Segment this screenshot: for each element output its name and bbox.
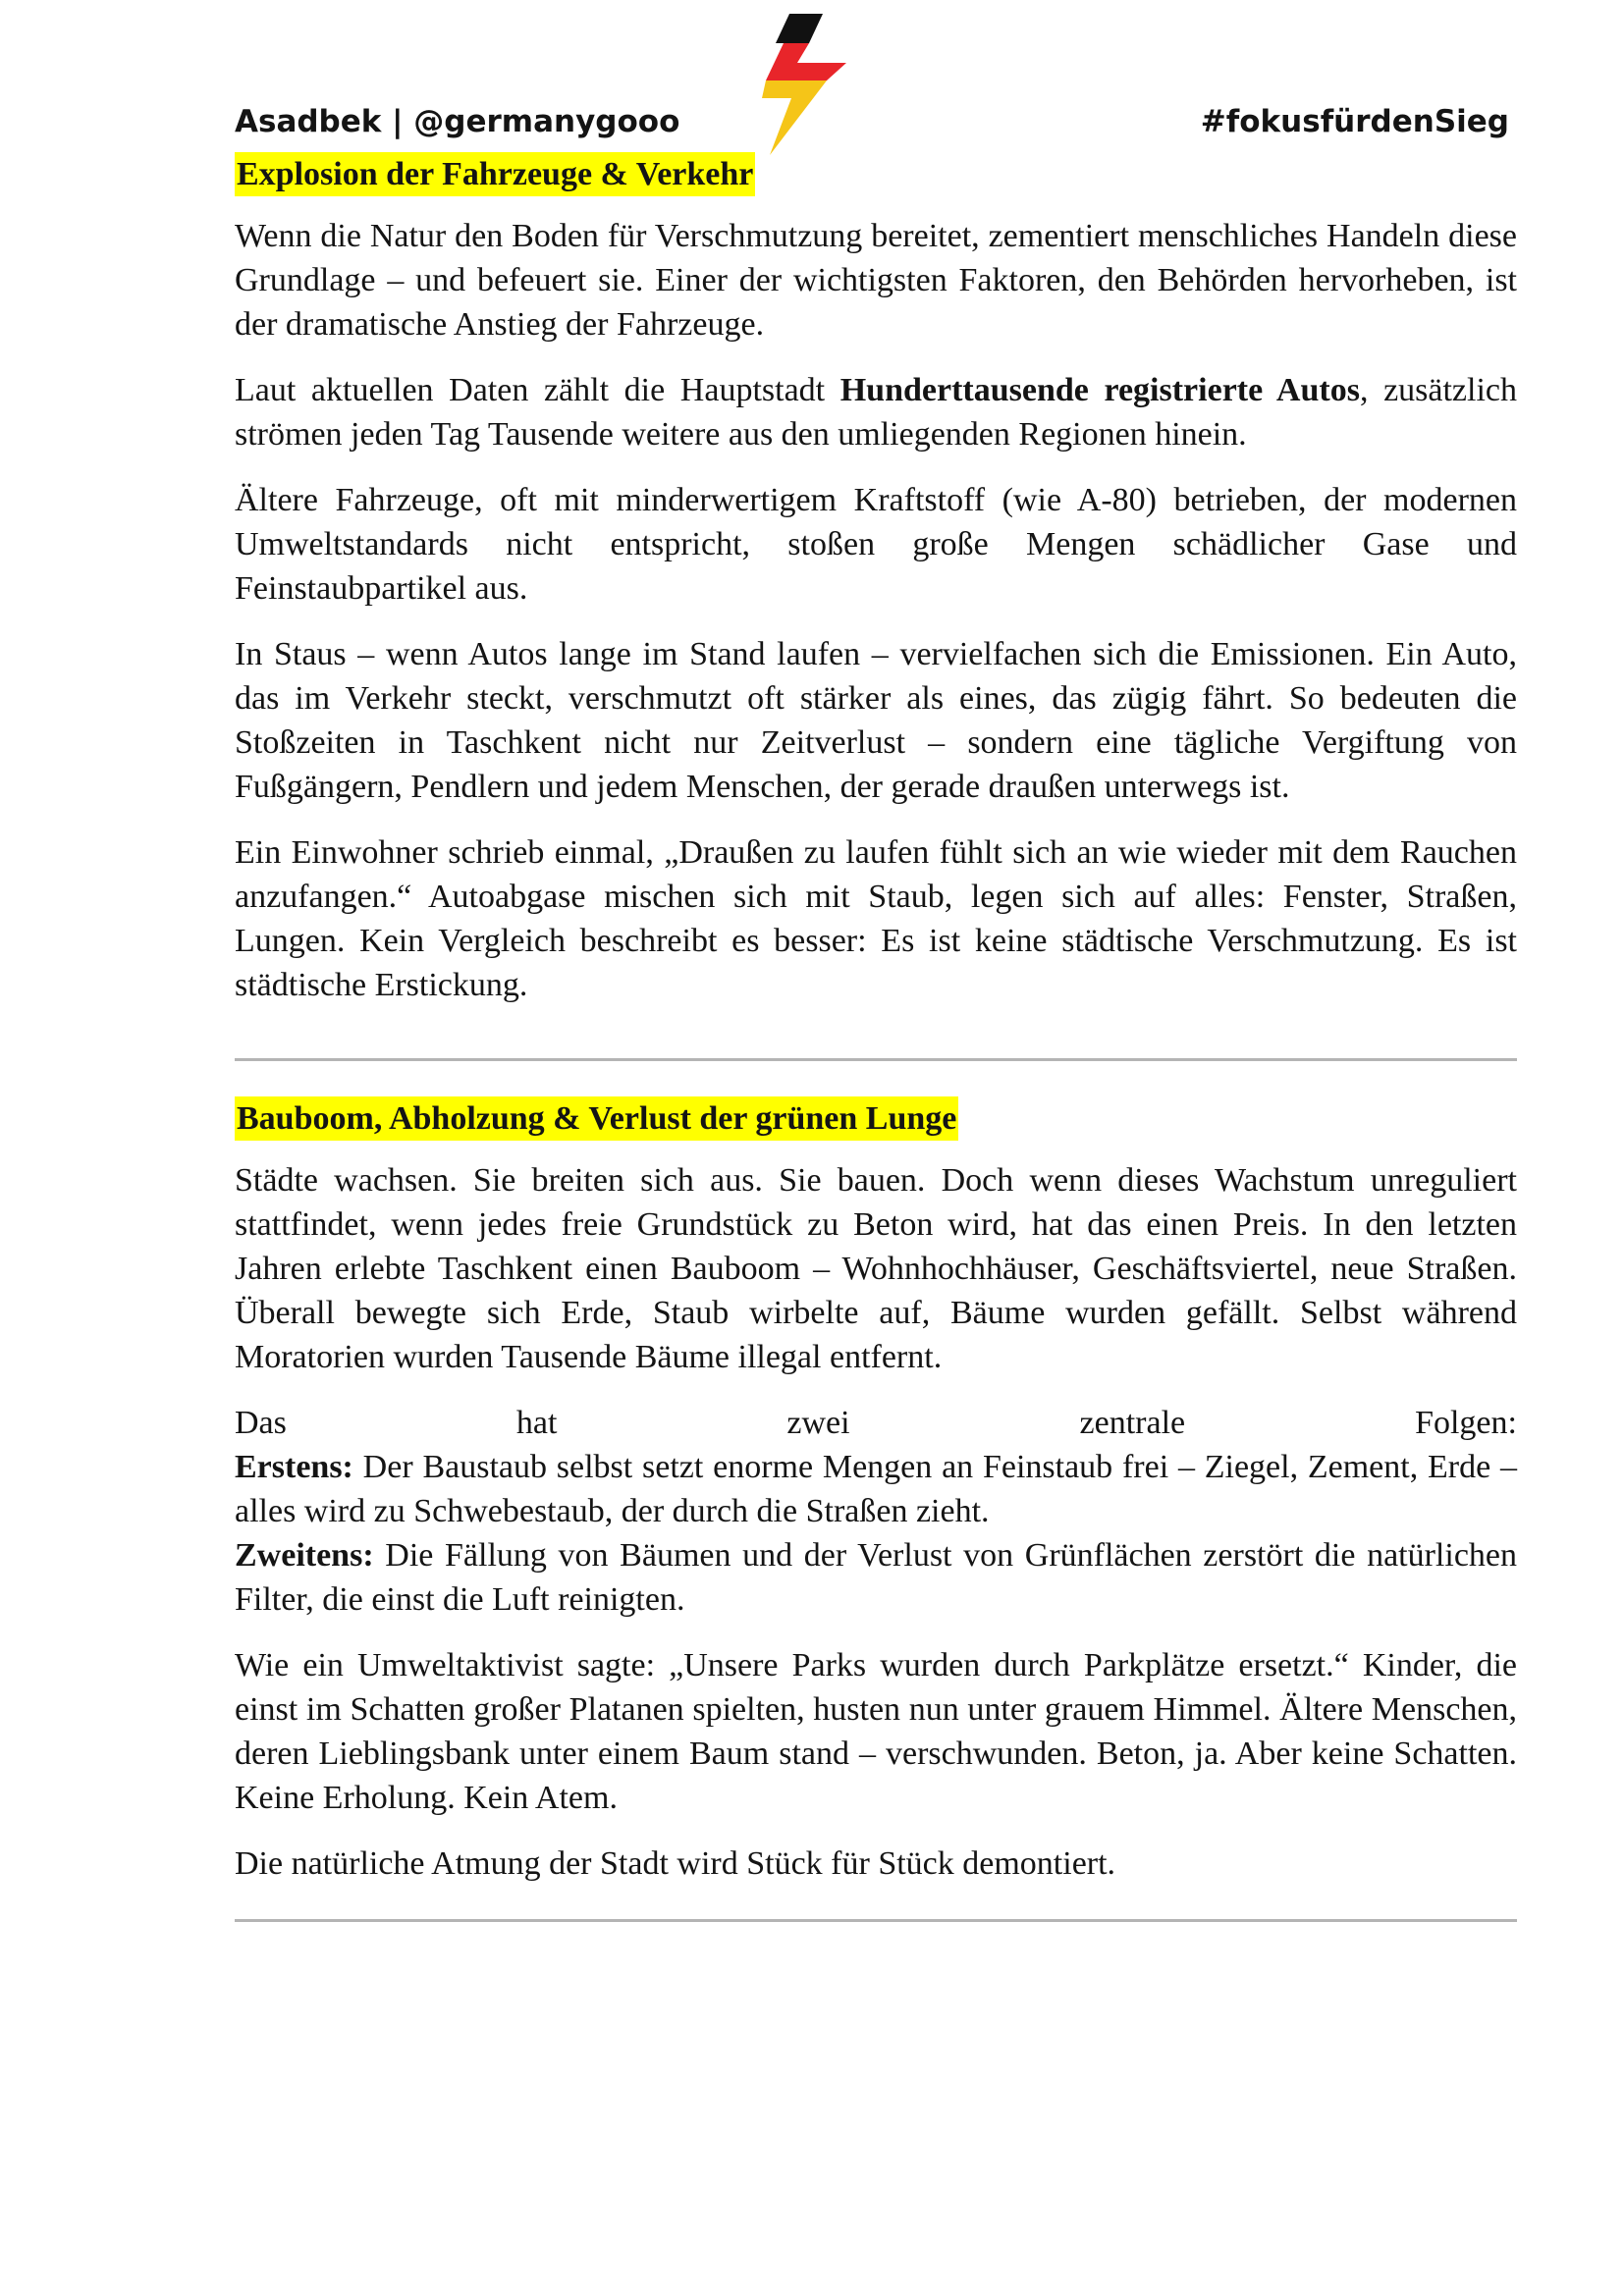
- paragraph: Wenn die Natur den Boden für Verschmutzung bereitet, zementiert menschliches Handeln diese Grundlage – und befeuert sie. Einer der wichtigsten Faktoren, den Behörden hervorheben, ist der dramatische Anstieg der Fahrzeuge.: [235, 218, 1517, 343]
- section-divider: [235, 1919, 1517, 1922]
- lightning-bolt-logo: [758, 14, 848, 155]
- paragraph: Wie ein Umweltaktivist sagte: „Unsere Parks wurden durch Parkplätze ersetzt.“ Kinder, die einst im Schatten großer Platanen spielten, husten nun unter grauem Himmel. Ältere Menschen, deren Lieblingsbank unter einem Baum stand – verschwunden. Beton, ja. Aber keine Schatten. Keine Erholung. Kein Atem.: [235, 1647, 1517, 1816]
- logo-red-stripe: [766, 43, 846, 80]
- document-body: [235, 152, 1517, 1922]
- logo-black-stripe: [776, 14, 823, 43]
- section-heading-construction: Bauboom, Abholzung & Verlust der grünen Lunge: [235, 1096, 958, 1141]
- logo-gold-stripe: [762, 80, 827, 155]
- section-divider: [235, 1058, 1517, 1061]
- section-heading-vehicles: Explosion der Fahrzeuge & Verkehr: [235, 152, 755, 196]
- paragraph: Ein Einwohner schrieb einmal, „Draußen zu laufen fühlt sich an wie wieder mit dem Rauchen anzufangen.“ Autoabgase mischen sich mit Staub, legen sich auf alles: Fenster, Straßen, Lungen. Kein Vergleich beschreibt es besser: Es ist keine städtische Verschmutzung. Es ist städtische Erstickung.: [235, 834, 1517, 1003]
- paragraph: Ältere Fahrzeuge, oft mit minderwertigem Kraftstoff (wie A-80) betrieben, der modernen Umweltstandards nicht entspricht, stoßen große Mengen schädlicher Gase und Feinstaubpartikel aus.: [235, 482, 1517, 607]
- justified-line: Das hat zwei zentrale Folgen:: [235, 1405, 1517, 1441]
- paragraph: Städte wachsen. Sie breiten sich aus. Sie bauen. Doch wenn dieses Wachstum unreguliert stattfindet, wenn jedes freie Grundstück zu Beton wird, hat das einen Preis. In den letzten Jahren erlebte Taschkent einen Bauboom – Wohnhochhäuser, Geschäftsviertel, neue Straßen. Überall bewegte sich Erde, Staub wirbelte auf, Bäume wurden gefällt. Selbst während Moratorien wurden Tausende Bäume illegal entfernt.: [235, 1162, 1517, 1375]
- paragraph: In Staus – wenn Autos lange im Stand laufen – vervielfachen sich die Emissionen. Ein Auto, das im Verkehr steckt, verschmutzt oft stärker als eines, das zügig fährt. So bedeuten die Stoßzeiten in Taschkent nicht nur Zeitverlust – sondern eine tägliche Vergiftung von Fußgängern, Pendlern und jedem Menschen, der gerade draußen unterwegs ist.: [235, 636, 1517, 805]
- paragraph: Die natürliche Atmung der Stadt wird Stück für Stück demontiert.: [235, 1845, 1116, 1882]
- paragraph-consequences: Das hat zwei zentrale Folgen: Erstens: Der Baustaub selbst setzt enorme Mengen an Feinstaub frei – Ziegel, Zement, Erde – alles wird zu Schwebestaub, der durch die Straßen zieht. Zweitens: Die Fällung von Bäumen und der Verlust von Grünflächen zerstört die natürlichen Filter, die einst die Luft reinigten.: [235, 1401, 1517, 1622]
- paragraph: Laut aktuellen Daten zählt die Hauptstadt Hunderttausende registrierte Autos, zusätzlich strömen jeden Tag Tausende weitere aus den umliegenden Regionen hinein.: [235, 372, 1518, 453]
- header-author: Asadbek | @germanygooo: [235, 104, 680, 139]
- header-hashtag: #fokusfürdenSieg: [1200, 104, 1509, 139]
- page-header: [235, 96, 1509, 147]
